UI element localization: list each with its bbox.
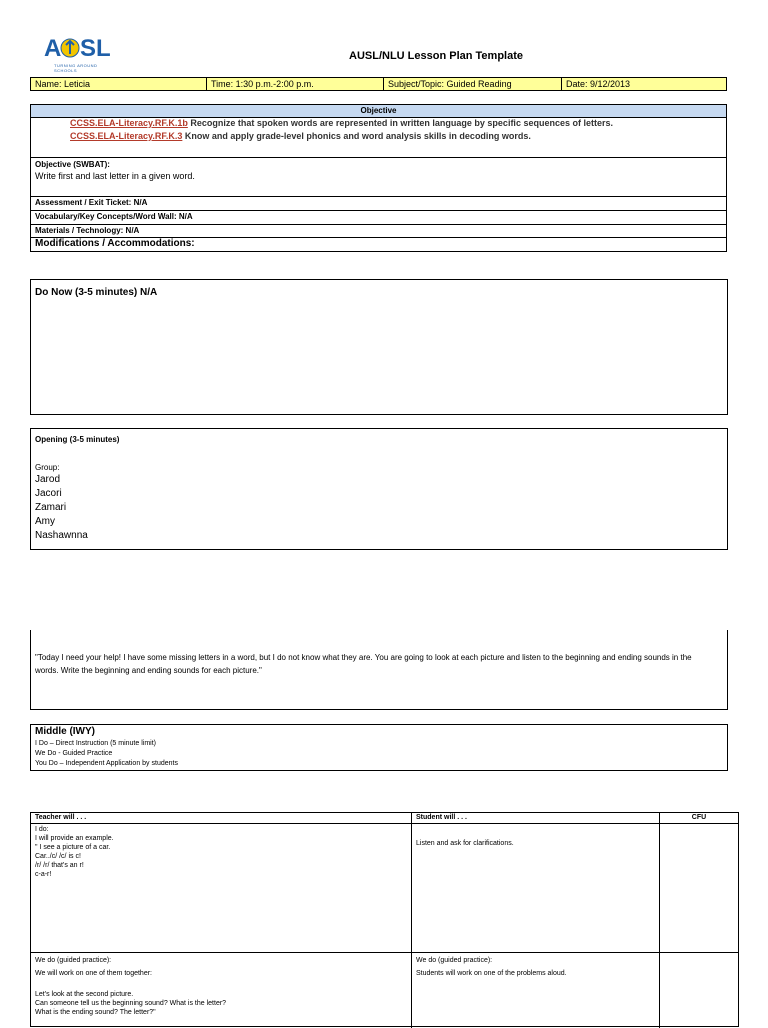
assessment-line: Assessment / Exit Ticket: N/A bbox=[35, 198, 148, 207]
opening-section bbox=[30, 428, 728, 550]
info-bar bbox=[30, 77, 727, 91]
do-now-title: Do Now (3-5 minutes) N/A bbox=[35, 287, 158, 298]
instruction-table bbox=[30, 812, 739, 1027]
student-list bbox=[35, 473, 88, 543]
subject-cell: Subject/Topic: Guided Reading bbox=[384, 78, 562, 90]
time-cell: Time: 1:30 p.m.-2:00 p.m. bbox=[207, 78, 384, 90]
student-cell bbox=[412, 824, 660, 952]
standard-1-text: Recognize that spoken words are represented in written language by specific sequences of letters. bbox=[187, 118, 613, 128]
text-line: What is the ending sound? The letter?" bbox=[35, 1009, 156, 1016]
divider bbox=[31, 157, 726, 158]
text-line: Car../c/ /c/ is c! bbox=[35, 853, 81, 860]
logo-tagline: TURNING AROUND SCHOOLS bbox=[54, 63, 98, 73]
do-now-section bbox=[30, 279, 728, 415]
text-line: c-a-r! bbox=[35, 871, 52, 878]
cfu-header: CFU bbox=[691, 814, 707, 821]
group-label: Group: bbox=[35, 463, 60, 472]
cfu-cell bbox=[660, 824, 738, 952]
table-row bbox=[31, 953, 738, 1028]
list-item: Zamari bbox=[35, 502, 67, 513]
list-item: Amy bbox=[35, 516, 55, 527]
standard-1-code: CCSS.ELA-Literacy.RF.K.1b bbox=[70, 118, 188, 128]
middle-line-2: We Do - Guided Practice bbox=[35, 750, 113, 757]
standard-2 bbox=[70, 131, 531, 142]
svg-text:A: A bbox=[44, 35, 62, 62]
table-row bbox=[31, 824, 738, 953]
middle-title: Middle (IWY) bbox=[35, 726, 95, 737]
standard-1 bbox=[70, 118, 613, 129]
middle-line-1: I Do – Direct Instruction (5 minute limit) bbox=[35, 740, 156, 747]
modifications-line: Modifications / Accommodations: bbox=[35, 238, 195, 249]
swbat-text: Write first and last letter in a given word. bbox=[35, 171, 195, 181]
text-line: We will work on one of them together: bbox=[35, 970, 152, 977]
text-line: Let's look at the second picture. bbox=[35, 991, 134, 998]
objective-header: Objective bbox=[31, 105, 726, 118]
vocabulary-line: Vocabulary/Key Concepts/Word Wall: N/A bbox=[35, 212, 193, 221]
text-line: I do: bbox=[35, 826, 49, 833]
student-header: Student will . . . bbox=[412, 813, 660, 823]
student-cell bbox=[412, 953, 660, 1028]
text-line: /r/ /r/ that's an r! bbox=[35, 862, 84, 869]
date-cell: Date: 9/12/2013 bbox=[566, 79, 631, 89]
text-line: " I see a picture of a car. bbox=[35, 844, 111, 851]
name-cell: Name: Leticia bbox=[31, 78, 207, 90]
list-item: Jacori bbox=[35, 488, 62, 499]
materials-line: Materials / Technology: N/A bbox=[35, 226, 140, 235]
standard-2-text: Know and apply grade-level phonics and word analysis skills in decoding words. bbox=[182, 131, 531, 141]
list-item: Nashawnna bbox=[35, 530, 88, 541]
text-line: We do (guided practice): bbox=[35, 957, 112, 964]
page-title: AUSL/NLU Lesson Plan Template bbox=[349, 50, 523, 62]
divider bbox=[31, 210, 726, 211]
text-line: Listen and ask for clarifications. bbox=[416, 840, 514, 847]
text-line: We do (guided practice): bbox=[416, 957, 493, 964]
svg-text:SL: SL bbox=[80, 35, 111, 62]
swbat-label: Objective (SWBAT): bbox=[35, 160, 110, 169]
divider bbox=[31, 196, 726, 197]
cfu-cell bbox=[660, 953, 738, 1028]
opening-title: Opening (3-5 minutes) bbox=[35, 435, 120, 444]
divider bbox=[31, 224, 726, 225]
teacher-cell bbox=[31, 953, 412, 1028]
hook-section bbox=[30, 630, 728, 710]
standard-2-code: CCSS.ELA-Literacy.RF.K.3 bbox=[70, 131, 183, 141]
middle-line-3: You Do – Independent Application by students bbox=[35, 760, 178, 767]
table-header-row bbox=[31, 813, 738, 824]
text-line: Students will work on one of the problems aloud. bbox=[416, 970, 567, 977]
ausl-logo bbox=[40, 32, 120, 72]
text-line: Can someone tell us the beginning sound? What is the letter? bbox=[35, 1000, 227, 1007]
hook-text: "Today I need your help! I have some missing letters in a word, but I do not know what they are. You are going to look at each picture and listen to the beginning and ending sounds in the words. Write the beginning and ending sounds for each picture." bbox=[35, 653, 692, 675]
teacher-header: Teacher will . . . bbox=[31, 813, 412, 823]
middle-section bbox=[30, 724, 728, 771]
list-item: Jarod bbox=[35, 474, 61, 485]
text-line: I will provide an example. bbox=[35, 835, 114, 842]
teacher-cell bbox=[31, 824, 412, 952]
objective-section bbox=[30, 104, 727, 252]
